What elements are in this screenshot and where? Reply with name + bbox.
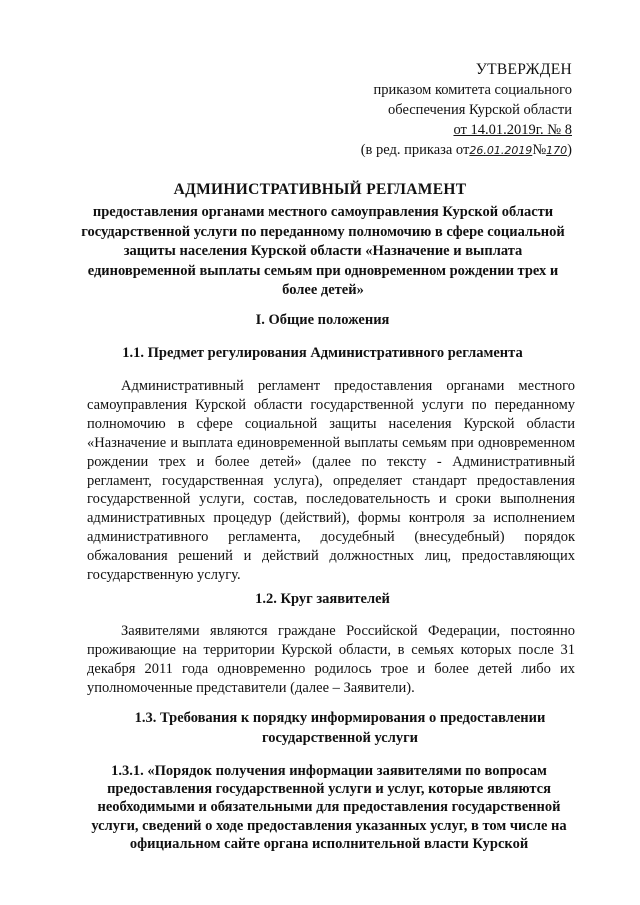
document-title: АДМИНИСТРАТИВНЫЙ РЕГЛАМЕНТ — [173, 181, 467, 198]
approval-line-2: обеспечения Курской области — [388, 102, 572, 118]
section-1-3-1-paragraph: 1.3.1. «Порядок получения информации заявителями по вопросам предоставления государственной услуги и услуг, которые являются необходимыми и обязательными для предоставления государственной услуги, сведений о ходе предоставления указанных услуг, в том числе на официальном сайте органа исполнительной власти Курской — [91, 763, 567, 852]
handwritten-date: 26.01.2019 — [469, 144, 533, 157]
amendment-prefix: (в ред. приказа от — [360, 142, 470, 158]
approval-amendment — [361, 140, 572, 161]
approval-heading: УТВЕРЖДЕН — [475, 61, 572, 78]
section-1-1-paragraph: Административный регламент предоставления органами местного самоуправления Курской области государственной услуги по переданному полномочию в сфере социальной защиты населения Курской области «Назначение и выплата единовременной выплаты семьям при одновременном рождении трех и более детей» (далее по тексту - Административный регламент, государственная услуга), определяет стандарт предоставления государственной услуги, состав, последовательность и сроки выполнения административных процедур (действий), формы контроля за исполнением административного регламента, досудебный (внесудебный) порядок обжалования решений и действий должностных лиц, предоставляющих государственную услугу. — [87, 378, 575, 584]
section-1-2-paragraph: Заявителями являются граждане Российской Федерации, постоянно проживающие на территории Курской области, в семьях которых после 31 декабря 2011 года одновременно родилось трое и более детей либо их уполномоченные представители (далее – Заявители). — [87, 623, 575, 696]
section-1-3-heading: 1.3. Требования к порядку информирования о предоставлении государственной услуги — [134, 710, 546, 746]
approval-order-date: от 14.01.2019г. № 8 — [453, 122, 572, 138]
section-1-heading: I. Общие положения — [255, 312, 390, 328]
amendment-number-sign: № — [532, 142, 547, 158]
section-1-1-heading: 1.1. Предмет регулирования Административного регламента — [122, 345, 523, 361]
document-subtitle: предоставления органами местного самоуправления Курской области государственной услуги по переданному полномочию в сфере социальной защиты населения Курской области «Назначение и выплата единовременной выплаты семьям при одновременном рождении трех и более детей» — [81, 204, 565, 298]
amendment-suffix: ) — [567, 142, 572, 158]
approval-line-1: приказом комитета социального — [373, 82, 572, 98]
handwritten-number: 170 — [546, 144, 568, 157]
section-1-2-heading: 1.2. Круг заявителей — [255, 591, 390, 607]
approval-stamp — [361, 60, 572, 161]
